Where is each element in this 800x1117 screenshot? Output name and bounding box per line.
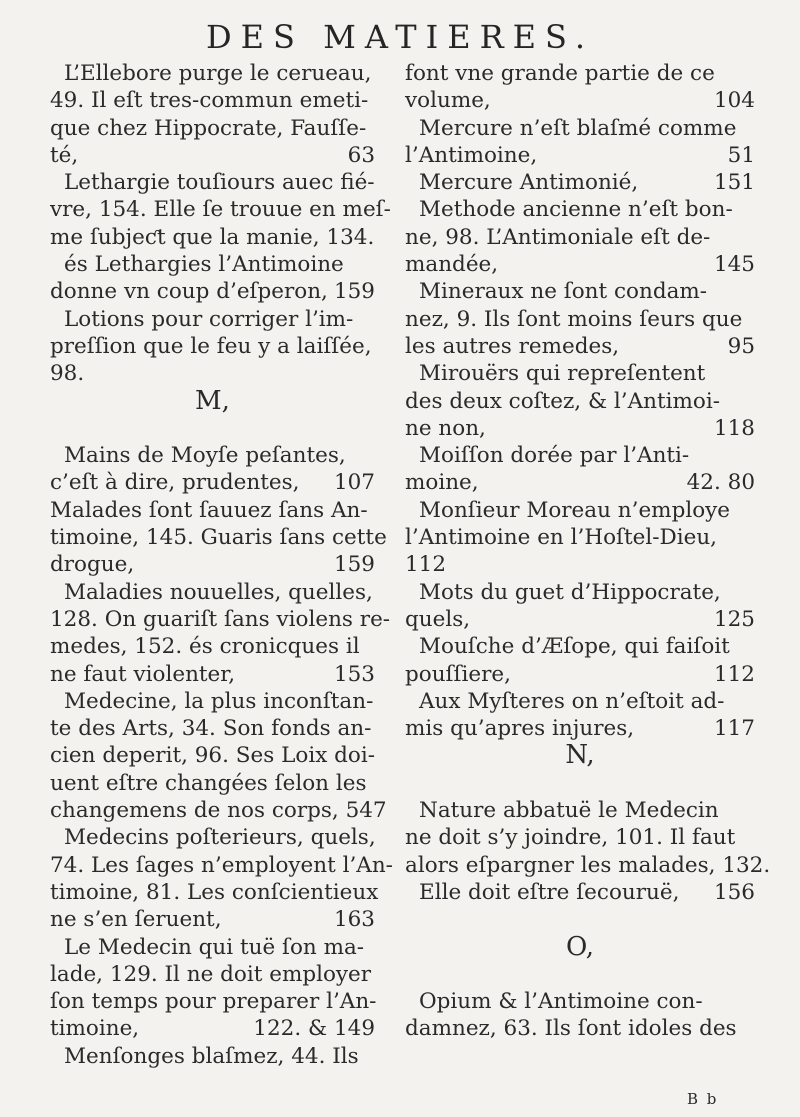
index-entry-text: Mouſche d’Æſope, qui faiſoit <box>419 634 730 660</box>
page-reference: 122. & 149 <box>253 1016 375 1042</box>
index-entry-text: ne, 98. L’Antimoniale eſt de- <box>405 224 711 250</box>
index-line <box>405 824 755 851</box>
index-entry-text: cien deperit, 96. Ses Loix doi- <box>50 743 376 769</box>
index-entry-text: donne vn coup d’eſperon, <box>50 279 328 305</box>
index-entry-text: Mirouërs qui repreſentent <box>419 361 706 387</box>
index-line <box>405 661 755 688</box>
page-reference: 117 <box>713 716 755 742</box>
page-reference: 95 <box>727 333 755 359</box>
index-entry-text: pouſſiere, <box>405 661 511 687</box>
index-line <box>50 524 387 551</box>
index-entry-text: timoine, 81. Les conſcientieux <box>50 879 379 905</box>
index-entry-text: Malades ſont ſauuez ſans An- <box>50 497 368 523</box>
index-line <box>50 224 375 251</box>
index-line <box>50 497 375 524</box>
index-line <box>50 196 391 223</box>
index-entry-text: Le Medecin qui tuë ſon ma- <box>64 934 365 960</box>
index-entry-text: Mineraux ne ſont condam- <box>419 279 708 305</box>
index-line <box>50 934 375 961</box>
index-line <box>50 770 375 797</box>
index-line <box>405 306 755 333</box>
section-letter <box>405 931 755 962</box>
index-entry-text: medes, 152. és cronicques il <box>50 634 360 660</box>
index-entry-text: 98. <box>50 361 85 387</box>
section-letter <box>405 742 755 769</box>
index-line <box>50 87 375 114</box>
index-line <box>405 797 755 824</box>
index-entry-text: Menſonges blaſmez, 44. Ils <box>64 1043 359 1069</box>
index-line <box>50 415 375 442</box>
index-line <box>405 770 755 797</box>
index-entry-text: uent eſtre changées ſelon les <box>50 770 367 796</box>
index-entry-text: Elle doit eſtre ſecouruë, <box>419 879 680 905</box>
index-line <box>50 469 375 496</box>
index-entry-text: Mots du guet d’Hippocrate, <box>419 579 721 605</box>
index-entry-text: Medecins poſterieurs, quels, <box>64 825 376 851</box>
index-line <box>405 142 755 169</box>
page-reference: 151 <box>713 170 755 196</box>
index-entry-text: damnez, 63. Ils ſont idoles des <box>405 1016 737 1042</box>
index-entry-text: moine, <box>405 470 479 496</box>
index-line <box>405 169 755 196</box>
index-line <box>405 360 755 387</box>
index-entry-text: que chez Hippocrate, Fauſſe- <box>50 115 367 141</box>
index-line <box>50 1043 375 1070</box>
index-line <box>405 115 755 142</box>
index-line <box>405 87 755 114</box>
index-line <box>50 988 375 1015</box>
index-line <box>405 251 755 278</box>
index-line <box>405 852 771 879</box>
index-entry-text: alors eſpargner les malades, 132. <box>405 852 771 878</box>
index-entry-text: 74. Les ſages n’employent l’An- <box>50 852 393 878</box>
index-entry-text: Aux Myſteres on n’eſtoit ad- <box>419 688 725 714</box>
page-reference: 104 <box>713 88 755 114</box>
index-entry-text: Lethargie touſiours auec fié- <box>64 170 375 196</box>
index-line <box>405 579 755 606</box>
index-line <box>50 579 375 606</box>
index-entry-text: les autres remedes, <box>405 333 620 359</box>
page-reference: 159 <box>333 552 375 578</box>
index-entry-text: te des Arts, 34. Son fonds an- <box>50 716 372 742</box>
index-line <box>405 988 755 1015</box>
index-line <box>50 824 375 851</box>
index-line <box>50 278 375 305</box>
index-line <box>50 633 375 660</box>
index-line <box>405 497 755 524</box>
index-line <box>50 661 375 688</box>
index-entry-text: ſon temps pour preparer l’An- <box>50 989 377 1015</box>
index-line <box>405 633 755 660</box>
index-entry-text: Maladies nouuelles, quelles, <box>64 579 373 605</box>
index-entry-text: mis qu’apres injures, <box>405 716 635 742</box>
index-line <box>50 688 375 715</box>
index-entry-text: changemens de nos corps, 547 <box>50 798 387 824</box>
index-entry-text: L’Ellebore purge le cerueau, <box>64 61 372 86</box>
index-line <box>50 442 375 469</box>
index-line <box>50 333 375 360</box>
index-line <box>50 852 393 879</box>
index-line <box>405 715 755 742</box>
page-reference: 125 <box>713 606 755 632</box>
index-line <box>405 906 755 933</box>
index-line <box>405 879 755 906</box>
index-entry-text: drogue, <box>50 552 135 578</box>
page-reference: 163 <box>333 907 375 933</box>
index-entry-text: Nature abbatuë le Medecin <box>419 798 719 824</box>
index-line <box>50 906 375 933</box>
index-line <box>50 961 375 988</box>
index-entry-text: vre, 154. Elle ſe trouue en meſ- <box>50 197 391 223</box>
index-entry-text: des deux coſtez, & l’Antimoi- <box>405 388 720 414</box>
index-line <box>50 142 375 169</box>
index-line <box>405 278 755 305</box>
index-entry-text: lade, 129. Il ne doit employer <box>50 961 372 987</box>
index-line <box>50 60 375 87</box>
index-entry-text: Methode ancienne n’eſt bon- <box>419 197 733 223</box>
page-reference: 153 <box>333 661 375 687</box>
page-reference: 156 <box>713 879 755 905</box>
index-entry-text: l’Antimoine en l’Hoſtel-Dieu, <box>405 525 718 551</box>
page-reference: 63 <box>347 142 375 168</box>
index-line <box>50 306 375 333</box>
index-line <box>50 879 379 906</box>
page-reference: 51 <box>727 142 755 168</box>
index-entry-text: timoine, <box>50 1016 140 1042</box>
index-entry-text: Moiſſon dorée par l’Anti- <box>419 443 690 469</box>
index-line <box>405 415 755 442</box>
index-line <box>405 196 755 223</box>
index-line <box>50 797 387 824</box>
index-entry-text: Mercure Antimonié, <box>419 170 639 196</box>
index-line <box>405 388 755 415</box>
index-line <box>405 60 755 87</box>
index-entry-text: preſſion que le feu y a laiſſée, <box>50 333 372 359</box>
index-entry-text: M, <box>195 385 230 416</box>
page-reference: 107 <box>333 470 375 496</box>
index-entry-text: O, <box>565 931 595 962</box>
right-column <box>405 60 771 1043</box>
index-entry-text: 49. Il eſt tres-commun emeti- <box>50 88 369 114</box>
index-line <box>50 251 375 278</box>
page-header: DES MATIERES. <box>206 18 594 56</box>
index-entry-text: N, <box>565 740 595 771</box>
page-reference: 145 <box>713 252 755 278</box>
index-line <box>50 169 375 196</box>
index-line <box>405 551 755 578</box>
page-reference: 42. 80 <box>686 470 755 496</box>
index-line <box>405 469 755 496</box>
index-line <box>50 742 375 769</box>
index-line <box>405 442 755 469</box>
index-entry-text: Mercure n’eſt blaſmé comme <box>419 115 737 141</box>
index-line <box>405 606 755 633</box>
index-line <box>405 333 755 360</box>
index-line <box>50 1015 375 1042</box>
index-entry-text: té, <box>50 142 79 168</box>
index-entry-text: Monſieur Moreau n’employe <box>419 497 731 523</box>
index-line <box>50 606 391 633</box>
catchword: B b <box>687 1090 719 1108</box>
index-entry-text: és Lethargies l’Antimoine <box>64 252 344 278</box>
index-line <box>405 524 755 551</box>
left-column <box>50 60 393 1070</box>
index-line <box>405 688 755 715</box>
index-line <box>405 1015 755 1042</box>
index-entry-text: l’Antimoine, <box>405 142 538 168</box>
index-line <box>405 224 755 251</box>
index-entry-text: quels, <box>405 606 471 632</box>
page-reference: 112 <box>713 661 755 687</box>
index-entry-text: font vne grande partie de ce <box>405 61 715 86</box>
index-line <box>50 715 375 742</box>
index-entry-text: 128. On guariſt ſans violens re- <box>50 606 391 632</box>
index-entry-text: ne faut violenter, <box>50 661 236 687</box>
index-line <box>50 551 375 578</box>
index-entry-text: Mains de Moyſe peſantes, <box>64 443 346 469</box>
index-entry-text: Medecine, la plus inconſtan- <box>64 688 374 714</box>
index-entry-text: nez, 9. Ils ſont moins ſeurs que <box>405 306 743 332</box>
index-entry-text: mandée, <box>405 252 499 278</box>
index-line <box>50 360 375 387</box>
index-entry-text: Opium & l’Antimoine con- <box>419 989 703 1015</box>
section-letter <box>50 385 375 416</box>
index-entry-text: c’eſt à dire, prudentes, <box>50 470 300 496</box>
index-entry-text: me ſubjeƈt que la manie, 134. <box>50 224 375 250</box>
index-entry-text: ne doit s’y joindre, 101. Il faut <box>405 825 736 851</box>
index-line <box>405 961 755 988</box>
index-entry-text: ne s’en ſeruent, <box>50 907 222 933</box>
index-entry-text: volume, <box>405 88 491 114</box>
page-reference: 159 <box>333 279 375 305</box>
index-entry-text: Lotions pour corriger l’im- <box>64 306 354 332</box>
index-line <box>50 115 375 142</box>
index-entry-text: ne non, <box>405 415 486 441</box>
page-reference: 118 <box>713 415 755 441</box>
index-entry-text: timoine, 145. Guaris ſans cette <box>50 525 387 551</box>
index-entry-text: 112 <box>405 552 447 578</box>
